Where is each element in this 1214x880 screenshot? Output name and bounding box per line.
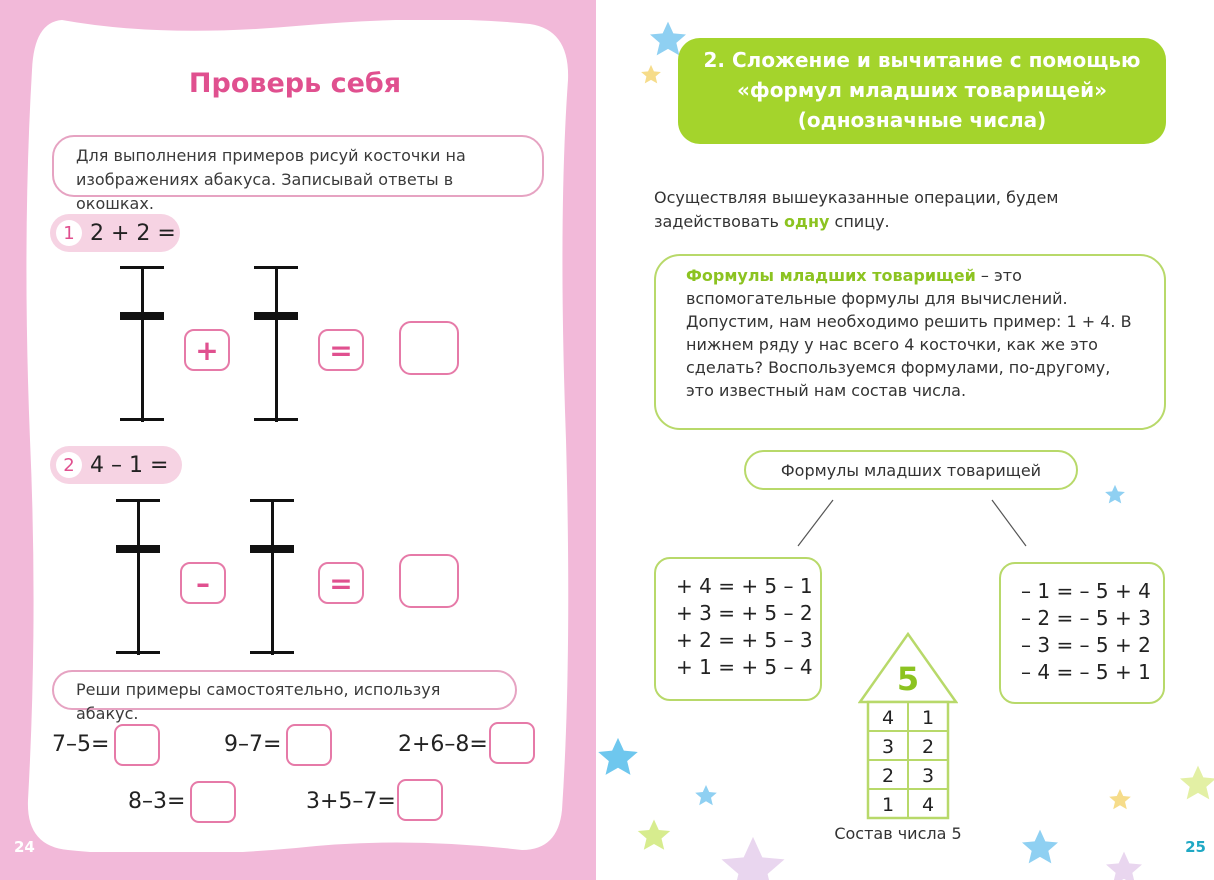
equals-sign: = (318, 562, 364, 604)
exercise-expression: 8–3= (128, 789, 186, 814)
page-title: Проверь себя (188, 68, 402, 99)
house-caption: Состав числа 5 (834, 824, 962, 843)
intro-text: Осуществляя вышеуказанные операции, будем задействовать (654, 188, 1059, 231)
exercise-answer-box[interactable] (489, 722, 535, 764)
formulas-title: Формулы младших товарищей (780, 460, 1042, 480)
answer-box[interactable] (399, 321, 459, 375)
answer-box[interactable] (399, 554, 459, 608)
instruction-box (52, 670, 517, 723)
exercise-expression: 2+6–8= (398, 732, 488, 757)
right-page (596, 0, 1214, 880)
task-1-label (50, 214, 180, 252)
formula-line: + 3 = + 5 – 2 (676, 601, 813, 625)
highlight-word: одну (784, 212, 830, 231)
formula-line: + 4 = + 5 – 1 (676, 574, 813, 598)
house-roof-number: 5 (896, 660, 920, 698)
house-cell: 2 (881, 765, 895, 787)
task-2-label (50, 446, 182, 484)
task-number: 2 (56, 452, 82, 478)
exercise-expression: 3+5–7= (306, 789, 396, 814)
house-cell: 4 (921, 794, 935, 816)
left-page (0, 0, 596, 880)
formula-line: + 2 = + 5 – 3 (676, 628, 813, 652)
task-number: 1 (56, 220, 82, 246)
exercise-answer-box[interactable] (397, 779, 443, 821)
instruction-text: Реши примеры самостоятельно, используя абакус. (76, 680, 441, 723)
task-expression: 4 – 1 = (90, 452, 169, 478)
house-cell: 4 (881, 707, 895, 729)
definition-text: – это вспомогательные формулы для вычислений. Допустим, нам необходимо решить пример: 1 + 4. В нижнем ряду у нас всего 4 косточки, как же это сделать? Воспользуемся формулами, по-другому, это известный нам состав числа. (686, 266, 1132, 400)
abacus-rod[interactable] (112, 499, 166, 657)
section-title-line: (однозначные числа) (797, 108, 1047, 132)
exercise-expression: 7–5= (52, 732, 110, 757)
abacus-rod[interactable] (250, 266, 304, 424)
intro-text: спицу. (834, 212, 890, 231)
exercise-answer-box[interactable] (190, 781, 236, 823)
page-number: 24 (14, 838, 35, 856)
number-house (858, 632, 958, 822)
minus-sign: – (180, 562, 226, 604)
formula-line: – 2 = – 5 + 3 (1021, 606, 1151, 630)
house-cell: 2 (921, 736, 935, 758)
formula-line: – 3 = – 5 + 2 (1021, 633, 1151, 657)
subtraction-formulas-box (999, 562, 1165, 704)
house-cell: 1 (881, 794, 895, 816)
section-title-line: 2. Сложение и вычитание с помощью (703, 48, 1141, 72)
exercise-answer-box[interactable] (114, 724, 160, 766)
abacus-rod[interactable] (116, 266, 170, 424)
house-cell: 3 (881, 736, 895, 758)
instruction-box (52, 135, 544, 213)
page-number: 25 (1185, 838, 1206, 856)
formula-line: + 1 = + 5 – 4 (676, 655, 813, 679)
exercise-expression: 9–7= (224, 732, 282, 757)
section-title-line: «формул младших товарищей» (737, 78, 1107, 102)
house-cell: 1 (921, 707, 935, 729)
formula-line: – 1 = – 5 + 4 (1021, 579, 1151, 603)
formula-line: – 4 = – 5 + 1 (1021, 660, 1151, 684)
addition-formulas-box (654, 557, 822, 701)
task-expression: 2 + 2 = (90, 220, 176, 246)
abacus-rod[interactable] (246, 499, 300, 657)
instruction-text: Для выполнения примеров рисуй косточки на изображениях абакуса. Записывай ответы в окошках. (76, 146, 466, 213)
definition-term: Формулы младших товарищей (686, 266, 976, 285)
exercise-answer-box[interactable] (286, 724, 332, 766)
equals-sign: = (318, 329, 364, 371)
house-cell: 3 (921, 765, 935, 787)
plus-sign: + (184, 329, 230, 371)
